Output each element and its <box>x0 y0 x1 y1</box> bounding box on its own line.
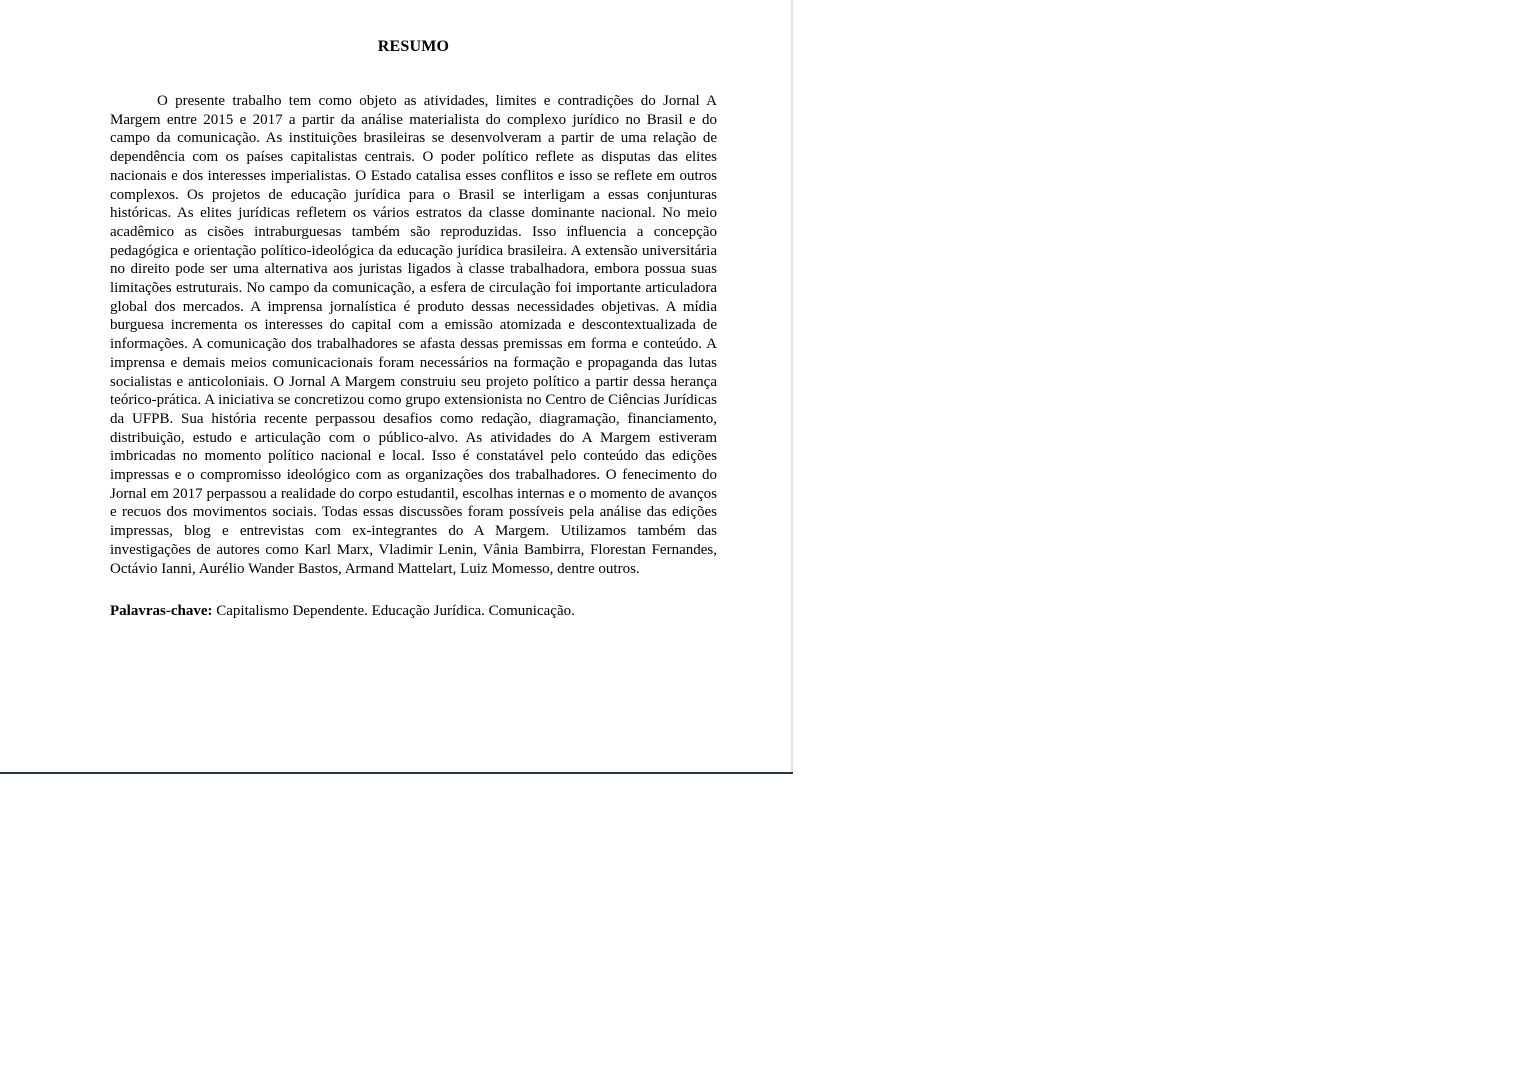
document-page <box>0 0 791 772</box>
keywords-label: Palavras-chave: <box>110 603 213 620</box>
page-right-edge-line <box>791 0 793 772</box>
page-bottom-edge-line <box>0 772 793 774</box>
page-content-column <box>110 0 717 636</box>
page-title: RESUMO <box>377 38 450 55</box>
keywords-line <box>110 602 717 621</box>
keywords-text: Capitalismo Dependente. Educação Jurídica. Comunicação. <box>212 603 575 620</box>
abstract-paragraph: O presente trabalho tem como objeto as atividades, limites e contradições do Jornal A Margem entre 2015 e 2017 a partir da análise materialista do complexo jurídico no Brasil e do campo da comunicação. As instituições brasileiras se desenvolveram a partir de uma relação de dependência com os países capitalistas centrais. O poder político reflete as disputas das elites nacionais e dos interesses imperialistas. O Estado catalisa esses conflitos e isso se reflete em outros complexos. Os projetos de educação jurídica para o Brasil se interligam a essas conjunturas históricas. As elites jurídicas refletem os vários estratos da classe dominante nacional. No meio acadêmico as cisões intraburguesas também são reproduzidas. Isso influencia a concepção pedagógica e orientação político-ideológica da educação jurídica brasileira. A extensão universitária no direito pode ser uma alternativa aos juristas ligados à classe trabalhadora, embora possua suas limitações estruturais. No campo da comunicação, a esfera de circulação foi importante articuladora global dos mercados. A imprensa jornalística é produto dessas necessidades objetivas. A mídia burguesa incrementa os interesses do capital com a emissão atomizada e descontextualizada de informações. A comunicação dos trabalhadores se afasta dessas premissas em forma e conteúdo. A imprensa e demais meios comunicacionais foram necessários na formação e propaganda das lutas socialistas e anticoloniais. O Jornal A Margem construiu seu projeto político a partir dessa herança teórico-prática. A iniciativa se concretizou como grupo extensionista no Centro de Ciências Jurídicas da UFPB. Sua história recente perpassou desafios como redação, diagramação, financiamento, distribuição, estudo e articulação com o público-alvo. As atividades do A Margem estiveram imbricadas no momento político nacional e local. Isso é constatável pelo conteúdo das edições impressas e o compromisso ideológico com as organizações dos trabalhadores. O fenecimento do Jornal em 2017 perpassou a realidade do corpo estudantil, escolhas internas e o momento de avanços e recuos dos movimentos sociais. Todas essas discussões foram possíveis pela análise das edições impressas, blog e entrevistas com ex-integrantes do A Margem. Utilizamos também das investigações de autores como Karl Marx, Vladimir Lenin, Vânia Bambirra, Florestan Fernandes, Octávio Ianni, Aurélio Wander Bastos, Armand Mattelart, Luiz Momesso, dentre outros. <box>110 93 717 577</box>
